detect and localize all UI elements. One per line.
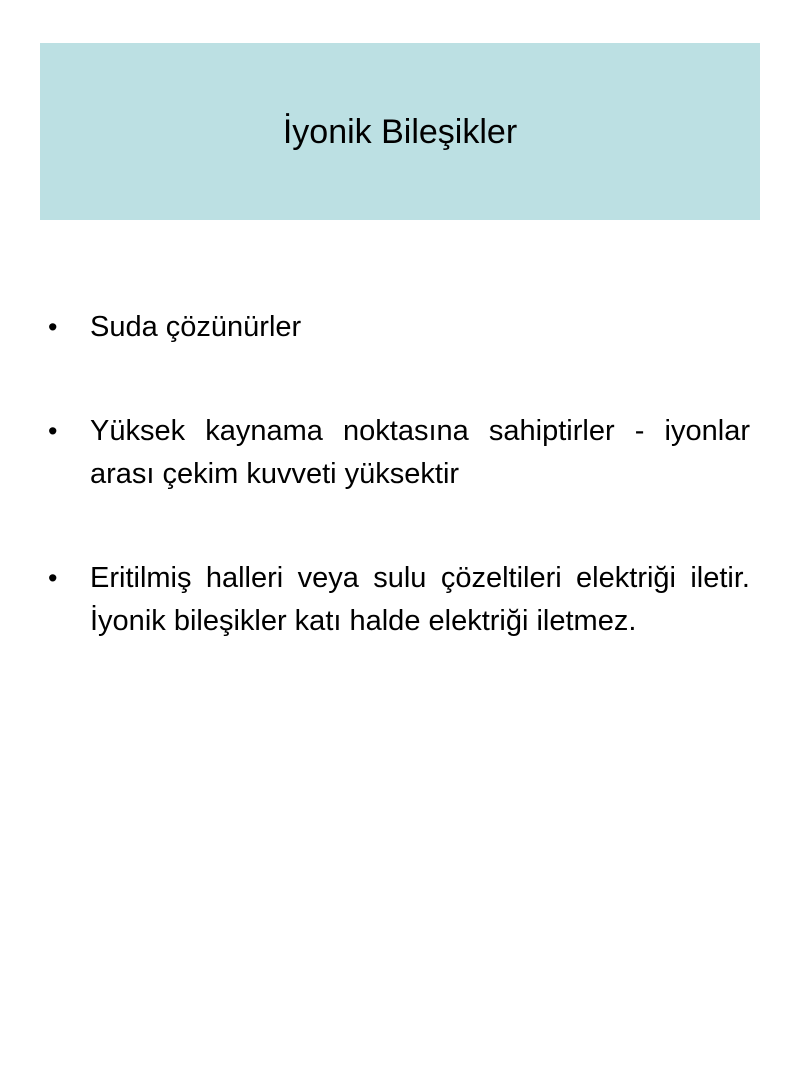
bullet-text: Yüksek kaynama noktasına sahiptirler - iyonlar arası çekim kuvveti yüksektir [90, 415, 750, 490]
bullet-text: Suda çözünürler [90, 311, 302, 343]
bullet-item-conductivity [48, 557, 750, 643]
bullet-item-boiling-point [48, 410, 750, 496]
bullet-dot-icon: • [48, 416, 58, 446]
slide-title: İyonik Bileşikler [282, 112, 518, 151]
bullet-list [48, 306, 750, 643]
bullet-dot-icon: • [48, 312, 58, 342]
bullet-item-solubility [48, 306, 750, 349]
bullet-text: Eritilmiş halleri veya sulu çözeltileri elektriği iletir. İyonik bileşikler katı halde elektriği iletmez. [90, 562, 750, 637]
title-banner [40, 43, 760, 220]
bullet-dot-icon: • [48, 563, 58, 593]
